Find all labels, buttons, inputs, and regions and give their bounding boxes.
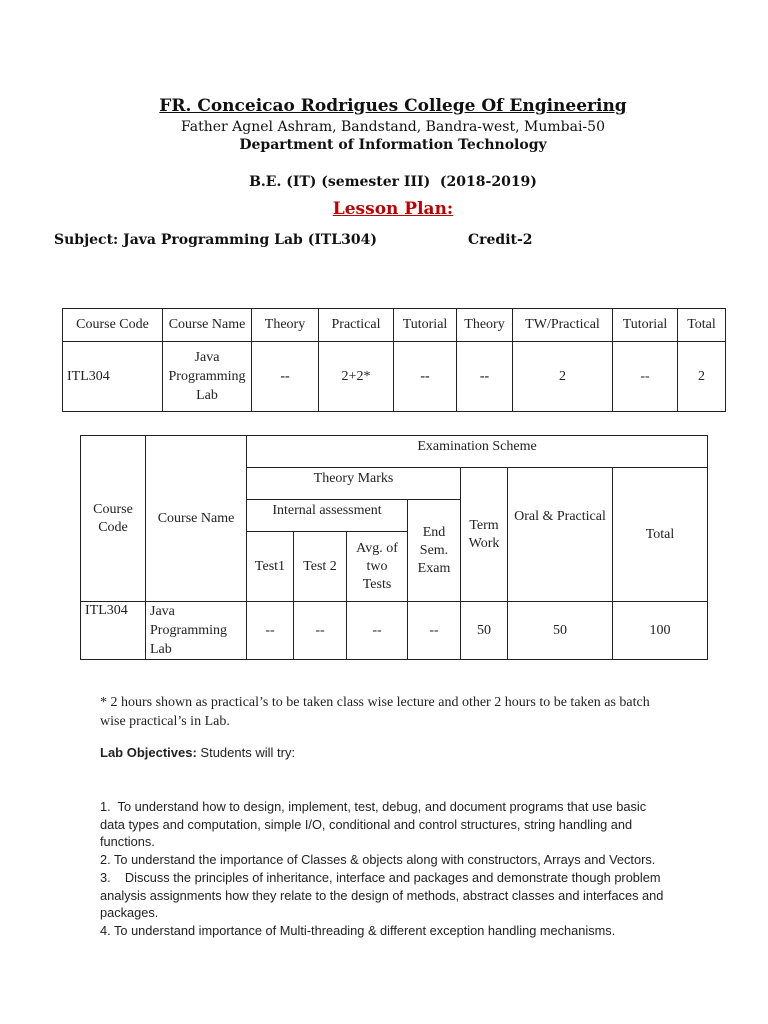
header-cell: Tutorial — [394, 309, 457, 342]
course-name-cell — [163, 342, 252, 412]
course-code-cell: ITL304 — [81, 602, 146, 660]
header-cell: TW/Practical — [513, 309, 613, 342]
subject-line: Subject: Java Programming Lab (ITL304) — [54, 232, 377, 248]
course-name-header: Course Name — [146, 436, 247, 602]
department-name: Department of Information Technology — [239, 137, 547, 153]
lab-objectives-label: Lab Objectives: — [100, 745, 197, 760]
oral-practical-header: Oral & Practical — [508, 468, 613, 602]
course-name-line: Java — [150, 604, 175, 619]
header-cell: Practical — [319, 309, 394, 342]
note-line: * 2 hours shown as practical’s to be taken class wise lecture and other 2 hours to be taken as batch — [100, 695, 650, 710]
header-cell: Course Name — [163, 309, 252, 342]
theory-cell: -- — [252, 342, 319, 412]
tutorial-cell: -- — [394, 342, 457, 412]
total-cell: 2 — [678, 342, 726, 412]
list-item: data types and computation, simple I/O, conditional and control structures, string handling and — [100, 816, 633, 832]
term-work-cell: 50 — [461, 602, 508, 660]
theory-marks-header: Theory Marks — [247, 468, 461, 500]
header-line: Avg. of — [356, 540, 398, 556]
test1-cell: -- — [247, 602, 294, 660]
course-code-cell: ITL304 — [63, 342, 163, 412]
lab-objectives-heading — [100, 745, 295, 760]
exam-scheme-header: Examination Scheme — [247, 436, 708, 468]
list-item: 1. To understand how to design, implement, test, debug, and document programs that use basic — [100, 799, 647, 814]
avg-cell: -- — [347, 602, 408, 660]
header-line: End — [422, 524, 446, 540]
test2-cell: -- — [294, 602, 347, 660]
lesson-plan-title: Lesson Plan: — [332, 199, 454, 219]
course-name-line: Java — [194, 350, 220, 365]
header-line: Tests — [362, 576, 392, 592]
table-row — [81, 602, 708, 660]
header-line: two — [366, 558, 388, 574]
course-name-line: Lab — [150, 642, 172, 657]
table-row — [63, 342, 726, 412]
total-cell: 100 — [613, 602, 708, 660]
course-name-line: Lab — [196, 388, 218, 403]
header-line: Work — [468, 535, 500, 551]
table-header-row — [81, 436, 708, 468]
course-code-header — [81, 436, 146, 602]
course-name-cell — [146, 602, 247, 660]
list-item: 4. To understand importance of Multi-threading & different exception handling mechanisms. — [100, 922, 616, 938]
test1-header: Test1 — [247, 532, 294, 602]
avg-header — [347, 532, 408, 602]
tutorial2-cell: -- — [613, 342, 678, 412]
header-line: Exam — [417, 560, 451, 576]
course-name-line: Programming — [168, 369, 246, 384]
header-cell: Total — [678, 309, 726, 342]
list-item: packages. — [100, 905, 159, 921]
theory2-cell: -- — [457, 342, 513, 412]
end-sem-cell: -- — [408, 602, 461, 660]
semester-line: B.E. (IT) (semester III) (2018-2019) — [249, 174, 537, 190]
tw-practical-cell: 2 — [513, 342, 613, 412]
note-line: wise practical’s in Lab. — [100, 714, 230, 729]
end-sem-header — [408, 500, 461, 602]
header-line: Sem. — [419, 542, 449, 558]
header-cell: Tutorial — [613, 309, 678, 342]
header-line: Term — [469, 517, 499, 533]
total-header: Total — [613, 468, 708, 602]
header-line: Code — [98, 519, 128, 535]
practical-cell: 2+2* — [319, 342, 394, 412]
credits-table — [62, 308, 726, 412]
college-address: Father Agnel Ashram, Bandstand, Bandra-west, Mumbai-50 — [181, 119, 605, 135]
term-work-header — [461, 468, 508, 602]
header-line: Course — [93, 501, 133, 517]
list-item: 3. Discuss the principles of inheritance, interface and packages and demonstrate though problem — [100, 869, 661, 885]
oral-practical-cell: 50 — [508, 602, 613, 660]
lab-objectives-intro: Students will try: — [196, 745, 296, 760]
header-cell: Theory — [457, 309, 513, 342]
exam-scheme-table — [80, 435, 708, 660]
list-item: 2. To understand the importance of Classes & objects along with constructors, Arrays and Vectors. — [100, 852, 656, 868]
practical-hours-note — [100, 693, 690, 731]
credit-line: Credit-2 — [468, 232, 533, 248]
header-cell: Course Code — [63, 309, 163, 342]
list-item: analysis assignments how they relate to the design of methods, abstract classes and interfaces and — [100, 887, 664, 903]
internal-assessment-header: Internal assessment — [247, 500, 408, 532]
college-name: FR. Conceicao Rodrigues College Of Engineering — [159, 96, 627, 116]
list-item: functions. — [100, 834, 155, 850]
lab-objectives-list — [100, 798, 700, 940]
header-cell: Theory — [252, 309, 319, 342]
table-header-row — [63, 309, 726, 342]
course-name-line: Programming — [150, 623, 227, 638]
test2-header: Test 2 — [294, 532, 347, 602]
